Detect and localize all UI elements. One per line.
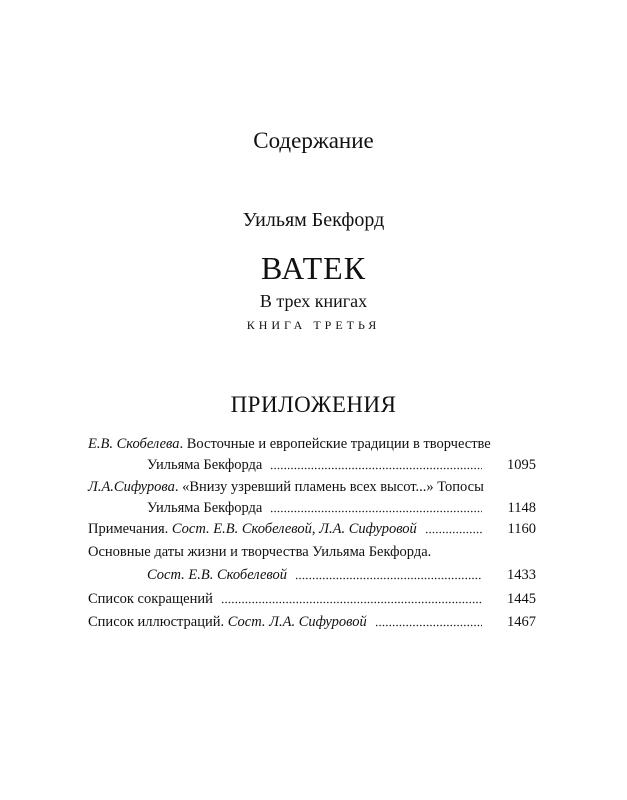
entry-title: . «Внизу узревший пламень всех высот...» Топосы	[174, 479, 484, 495]
dot-leader	[295, 577, 482, 580]
book-subtitle: В трех книгах	[259, 291, 368, 311]
page-number: 1160	[507, 521, 536, 537]
page-number: 1095	[507, 457, 536, 473]
dot-leader	[270, 467, 482, 470]
entry-title: . Восточные и европейские традиции в творчестве	[179, 436, 491, 452]
page-number: 1433	[507, 567, 536, 583]
dot-leader	[221, 601, 482, 604]
page-number: 1467	[507, 614, 536, 630]
book-author: Уильям Бекфорд	[242, 209, 385, 231]
entry-title: Список иллюстраций.	[88, 614, 228, 630]
entry-title: Примечания.	[88, 521, 172, 537]
dot-leader	[270, 510, 482, 513]
entry-compiler: Сост. Е.В. Скобелевой	[147, 567, 287, 583]
entry-title: Основные даты жизни и творчества Уильяма Бекфорда.	[88, 544, 432, 560]
page-title: Содержание	[253, 128, 374, 153]
page-number: 1445	[507, 591, 536, 607]
entry-compiler: Сост. Л.А. Сифуровой	[227, 614, 367, 630]
page-number: 1148	[507, 500, 536, 516]
entry-author: Е.В. Скобелева	[88, 436, 180, 452]
book-title: ВАТЕК	[260, 250, 367, 286]
section-heading: ПРИЛОЖЕНИЯ	[230, 392, 397, 417]
entry-title-cont: Уильяма Бекфорда	[147, 500, 263, 516]
book-volume: КНИГА ТРЕТЬЯ	[246, 318, 381, 332]
dot-leader	[375, 624, 482, 627]
dot-leader	[425, 531, 482, 534]
separator: ,	[311, 521, 320, 537]
entry-author: Л.А.Сифурова	[88, 479, 175, 495]
entry-compiler: Сост. Е.В. Скобелевой	[171, 521, 312, 537]
entry-title-cont: Уильяма Бекфорда	[147, 457, 263, 473]
entry-compiler: Л.А. Сифуровой	[319, 521, 417, 537]
entry-title: Список сокращений	[88, 591, 213, 607]
